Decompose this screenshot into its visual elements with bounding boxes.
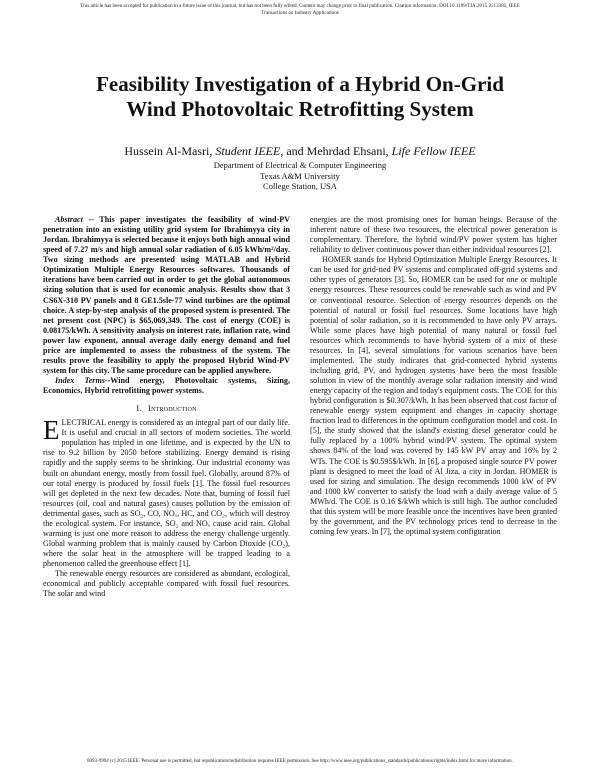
right-column	[310, 215, 557, 537]
author-1-name: Hussein Al-Masri,	[124, 144, 213, 158]
header-line-2: Transactions on Industry Applications	[261, 9, 339, 16]
author-2-title: Life Fellow IEEE	[391, 144, 476, 158]
index-terms-text: --Wind energy, Photovoltaic systems, Sizing, Economics, Hybrid retrofitting power systems.	[43, 376, 290, 396]
header-line-1: This article has been accepted for publication in a future issue of this journal, but has not been fully edited. Content may change prior to final publication. Citation information: DOI 10.1109/TIA.2015.2513385, IEEE	[80, 3, 520, 9]
title-line-1: Feasibility Investigation of a Hybrid On-Grid	[96, 72, 504, 96]
affiliation-department: Department of Electrical & Computer Engineering	[213, 160, 387, 170]
abstract-label: Abstract	[55, 215, 83, 224]
abstract-text: -- This paper investigates the feasibility of wind-PV penetration into an existing utility grid system for Ibrahimyya city in Jordan. Ibrahimyya is selected because it enjoys both high annual wind speed of 7.27 m/s and high annual solar radiation of 6.05 kWh/m²/day. Two sizing methods are presented using MATLAB and Hybrid Optimization Multiple Energy Resources softwares. Thousands of iterations have been carried out in order to get the global autonomous sizing solution that is used for economic analysis. Results show that 3 CS6X-310 PV panels and 8 GE1.5sle-77 wind turbines are the optimal choice. A step-by-step analysis of the proposed system is presented. The net present cost (NPC) is $65,069,349. The cost of energy (COE) is 0.08175/kWh. A sensitivity analysis on interest rate, inflation rate, wind power law exponent, annual average daily energy demand and fuel price are implemented to assess the robustness of the system. The results prove the feasibility to apply the proposed Hybrid Wind-PV system for this city. The same procedure can be applied anywhere.	[43, 215, 290, 375]
intro-paragraph-1-text: LECTRICAL energy is considered as an integral part of our daily life. It is useful and crucial in all sectors of modern societies. The world population has tripled in one lifetime, and is expected by the UN to rise to 9.2 billion by 2050 before stabilizing. Energy demand is rising rapidly and the supply seems to be shrinking. Our industrial economy was built on abundant energy, mostly from fossil fuel. Globally, around 87% of our total energy is produced by fossil fuels [1]. The fossil fuel resources will get depleted in the next few decades. Note that, burning of fossil fuel resources (oil, coal and natural gases) causes pollution by the emission of detrimental gases, such as SO₂, CO, NOₓ, HC, and CO₂, which will destroy the ecological system. For instance, SO₂ and NOₓ cause acid rain. Global warming is just one more reason to address the energy challenge urgently. Global warming problem that is mainly caused by Carbon Dioxide (CO₂), where the solar heat in the atmosphere will be trapped leading to a phenomenon called the greenhouse effect [1].	[43, 418, 290, 569]
section-number: I.	[136, 404, 142, 414]
section-title: Introduction	[148, 404, 197, 414]
right-paragraph-1: energies are the most promising ones for human beings. Because of the inherent nature of these two resources, the electrical power generation is complementary. Therefore, the hybrid wind/PV power system has higher reliability to deliver continuous power than either individual resources [2].	[310, 215, 557, 255]
author-list	[0, 144, 600, 158]
affiliation-university: Texas A&M University	[260, 170, 340, 181]
journal-header-note	[0, 3, 600, 16]
author-connector: , and Mehrdad Ehsani,	[280, 144, 389, 158]
intro-paragraph-2: The renewable energy resources are considered as abundant, ecological, economical and publicly acceptable compared with fossil fuel resources. The solar and wind	[43, 569, 290, 599]
abstract	[43, 215, 290, 376]
index-terms	[43, 376, 290, 396]
copyright-footer: 0093-9994 (c) 2015 IEEE. Personal use is permitted, but republication/redistribution requires IEEE permission. See http://www.ieee.org/publications_standards/publications/rights/index.html for more information.	[87, 759, 513, 764]
author-1-title: Student IEEE	[215, 144, 281, 158]
section-heading-introduction	[43, 404, 290, 414]
intro-paragraph-1	[43, 415, 290, 569]
right-paragraph-2: HOMER stands for Hybrid Optimization Multiple Energy Resources. It can be used for grid-tied PV systems and complicated off-grid systems and other types of generators [3]. So, HOMER can be used for one or multiple energy resources. These resources could be renewable such as wind and PV or conventional resource. Selection of energy resources depends on the potential of natural or fossil fuel resources. Some locations have high potential of solar radiation, so it is recommended to have only PV arrays. While some places have high potential of many natural or fossil fuel resources which recommends to have hybrid system of a mix of these resources. In [4], several simulations for various scenarios have been implemented. The study indicates that grid-connected hybrid systems including grid, PV, and hydrogen systems have been the most feasible solution in view of the monthly average solar radiation intensity and wind energy capacity of the region and today's equipment costs. The COE for this hybrid configuration is $0.307/kWh. It has been observed that cost factor of renewable energy system equipment and changes in capacity shortage fraction lead to differences in the optimum configuration model and cost. In [5], the study showed that the island's existing diesel generator could be fully replaced by a 100% hybrid wind/PV system. The optimal system shows 84% of the load was covered by 145 kW PV array and 16% by 2 WTs. The COE is $0.595$/kWh. In [6], a proposed single source PV power plant is designed to meet the load of Al Jiza, a city in Jordan. HOMER is used for sizing and simulation. The design recommends 1000 kW of PV and 1000 kW converter to satisfy the load with a daily average value of 5 MWh/d. The COE is 0.16 $/kWh which is still high. The author concluded that this system will be more feasible once the incentives have been granted by the government, and the PV technology prices tend to decrease in the coming few years. In [7], the optimal system configuration	[310, 255, 557, 536]
affiliation	[0, 160, 600, 192]
left-column	[43, 215, 290, 599]
title-line-2: Wind Photovoltaic Retrofitting System	[126, 97, 474, 121]
index-terms-label: Index Terms	[55, 376, 105, 385]
drop-cap: E	[43, 415, 60, 446]
affiliation-city: College Station, USA	[263, 181, 337, 191]
paper-title	[0, 72, 600, 122]
